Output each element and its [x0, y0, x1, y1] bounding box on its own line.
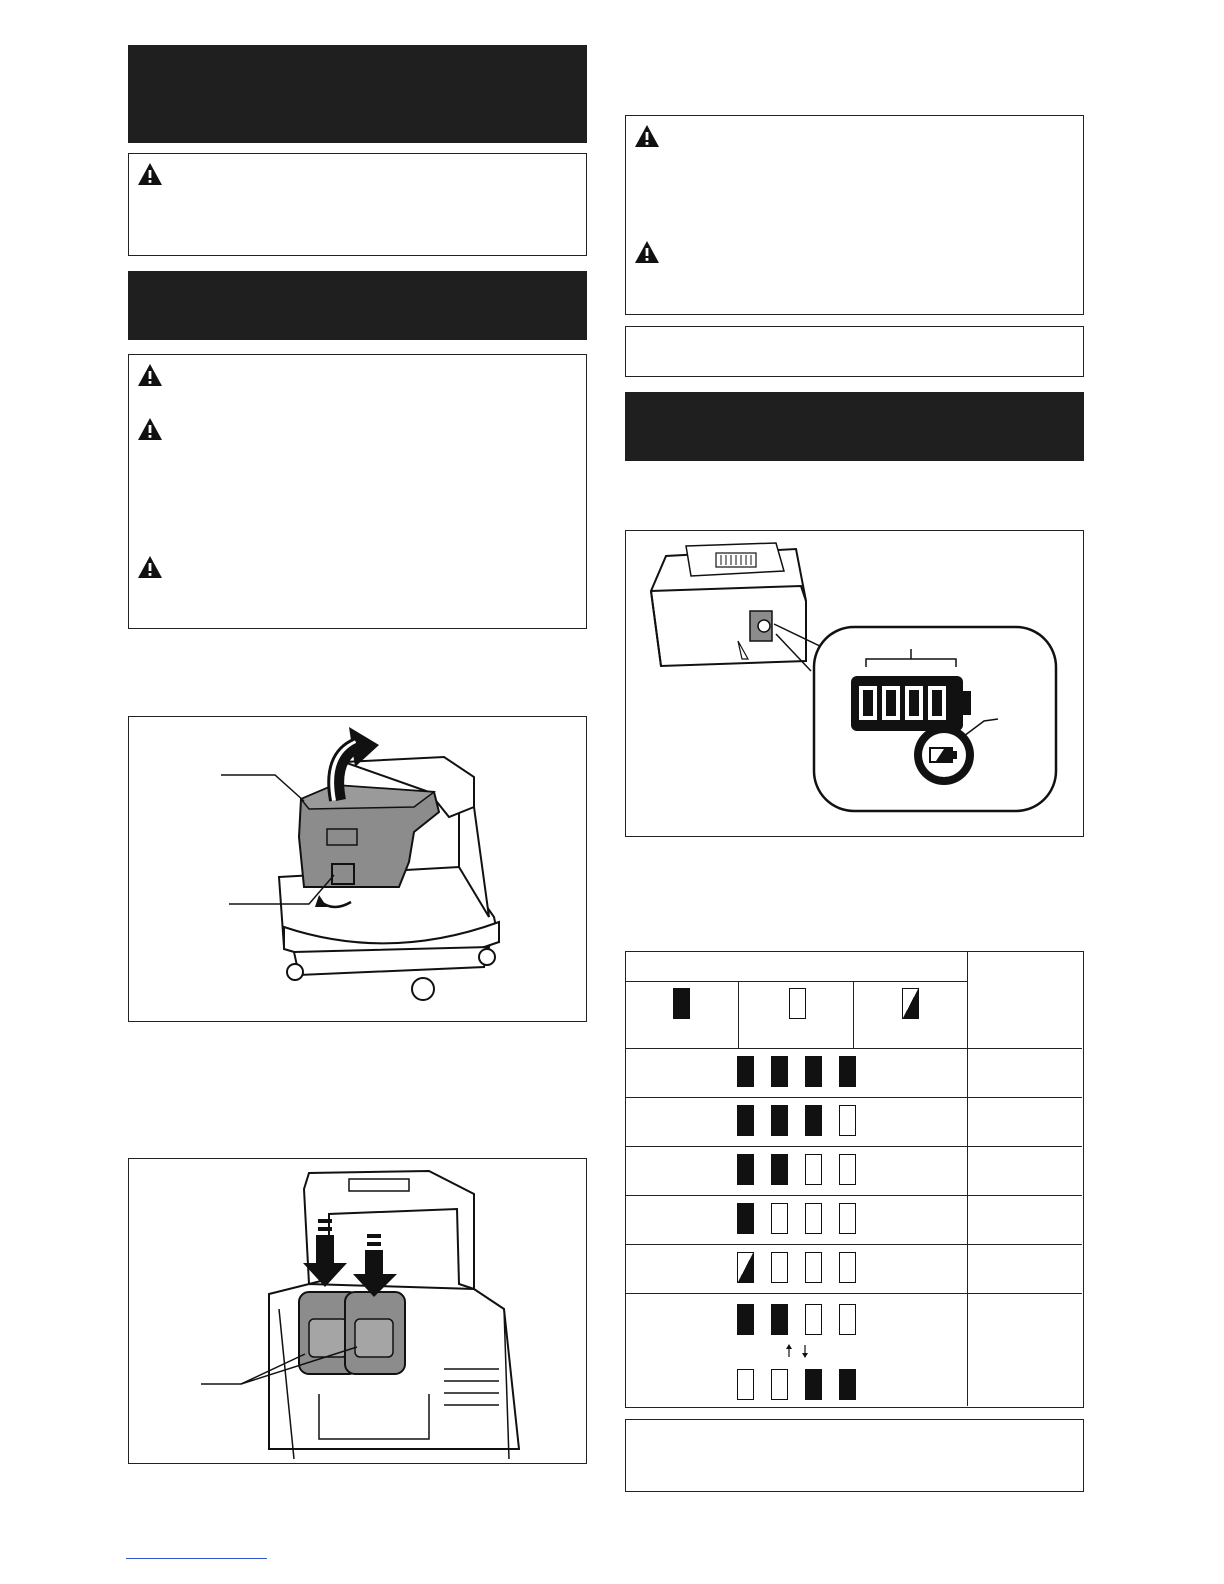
warning-triangle-icon — [137, 363, 163, 387]
caution-box-2 — [128, 354, 587, 629]
battery-capacity-table — [625, 951, 1084, 1408]
section-heading-bar-1 — [128, 45, 587, 143]
warning-triangle-icon — [137, 417, 163, 441]
legend-blinking-lamp — [902, 988, 919, 1019]
figure-battery-indicator — [625, 530, 1084, 837]
warning-triangle-icon — [137, 555, 163, 579]
arrow-up-icon — [784, 1344, 794, 1358]
legend-off-lamp — [789, 988, 806, 1019]
legend-lit-lamp — [673, 988, 690, 1019]
warning-triangle-icon — [137, 162, 163, 186]
battery-insertion-illustration — [129, 1159, 585, 1462]
vacuum-cover-illustration — [129, 717, 585, 1020]
section-heading-bar-3 — [625, 392, 1084, 461]
arrow-down-icon — [800, 1344, 810, 1358]
note-box-2 — [625, 1419, 1084, 1492]
footer-link-underline[interactable] — [126, 1558, 267, 1559]
warning-triangle-icon — [634, 124, 660, 148]
section-heading-bar-2 — [128, 271, 587, 340]
caution-box-3 — [625, 115, 1084, 315]
battery-indicator-illustration — [626, 531, 1082, 835]
figure-battery-insertion — [128, 1158, 587, 1464]
caution-box-1 — [128, 153, 587, 256]
note-box-1 — [625, 326, 1084, 377]
figure-cover-removal — [128, 716, 587, 1022]
warning-triangle-icon — [634, 240, 660, 264]
